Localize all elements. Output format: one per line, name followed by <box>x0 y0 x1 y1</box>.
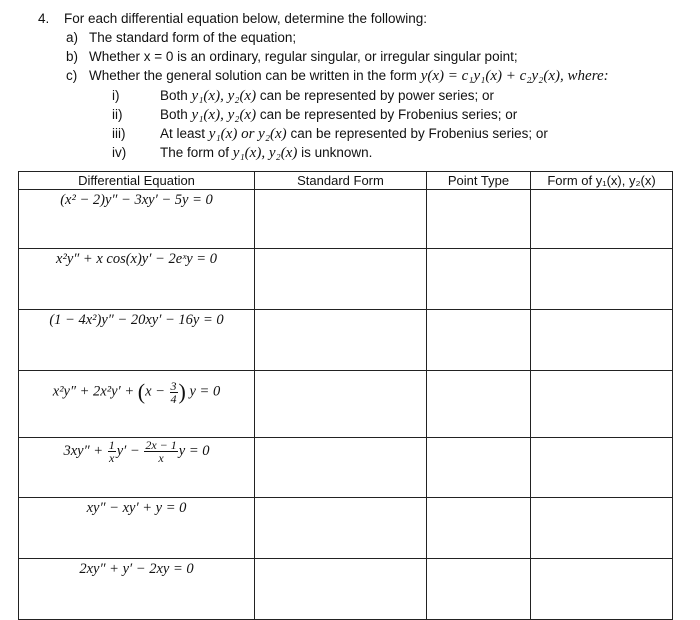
header-solution-form <box>531 172 673 190</box>
solution-form-cell-7[interactable] <box>531 559 673 620</box>
equation-4-fraction <box>170 380 178 405</box>
point-type-cell-4[interactable] <box>427 371 531 438</box>
table-row <box>19 559 673 620</box>
solution-form-cell-6[interactable] <box>531 498 673 559</box>
equation-6: xy″ − xy′ + y = 0 <box>19 498 255 559</box>
point-type-cell-5[interactable] <box>427 438 531 498</box>
equation-5-denominator-1: x <box>109 451 115 465</box>
equation-table <box>18 171 673 620</box>
question-number: 4. <box>38 11 50 26</box>
header-standard-form: Standard Form <box>255 172 427 190</box>
equation-4-paren-close: ) <box>178 379 186 404</box>
point-type-cell-6[interactable] <box>427 498 531 559</box>
equation-1: (x² − 2)y″ − 3xy′ − 5y = 0 <box>19 190 255 249</box>
subitem-i-pre: Both <box>160 88 188 103</box>
equation-5-prefix: 3xy″ + <box>63 442 107 459</box>
subitem-iv-text <box>160 143 372 163</box>
solution-form-cell-5[interactable] <box>531 438 673 498</box>
equation-4-prefix: x²y″ + 2x²y′ + <box>52 383 138 400</box>
subitem-ii-post: can be represented by Frobenius series; or <box>259 107 518 122</box>
point-type-cell-3[interactable] <box>427 310 531 371</box>
table-row <box>19 310 673 371</box>
equation-7: 2xy″ + y′ − 2xy = 0 <box>19 559 255 620</box>
standard-form-cell-1[interactable] <box>255 190 427 249</box>
subitem-ii-text <box>160 105 517 125</box>
subitem-i-text <box>160 86 494 106</box>
table-row <box>19 498 673 559</box>
subitem-ii-pre: Both <box>160 107 188 122</box>
solution-form-cell-3[interactable] <box>531 310 673 371</box>
table-row <box>19 190 673 249</box>
standard-form-cell-3[interactable] <box>255 310 427 371</box>
subitem-iv-pre: The form of <box>160 145 230 160</box>
subitem-iii-pre: At least <box>160 126 206 141</box>
subitem-i-label: i) <box>112 88 120 103</box>
item-c-text: Whether the general solution can be written in the form <box>89 68 417 83</box>
solution-form-cell-4[interactable] <box>531 371 673 438</box>
table-row <box>19 249 673 310</box>
equation-5-suffix: y = 0 <box>178 442 210 459</box>
equation-4-suffix: y = 0 <box>189 383 221 400</box>
equation-5-fraction-2 <box>144 439 177 464</box>
equation-2: x²y″ + x cos(x)y′ − 2eˣy = 0 <box>19 249 255 310</box>
item-b-text: Whether x = 0 is an ordinary, regular singular, or irregular singular point; <box>89 49 518 64</box>
subitem-ii-math: y₁(x), y₂(x) <box>191 107 257 123</box>
header-point-type: Point Type <box>427 172 531 190</box>
item-c-formula: y(x) = c₁y₁(x) + c₂y₂(x), where: <box>420 68 609 84</box>
standard-form-cell-5[interactable] <box>255 438 427 498</box>
subitem-iv-label: iv) <box>112 145 127 160</box>
solution-form-cell-2[interactable] <box>531 249 673 310</box>
equation-5-fraction-1 <box>108 439 116 464</box>
item-a-text: The standard form of the equation; <box>89 30 297 45</box>
subitem-i-post: can be represented by power series; or <box>259 88 494 103</box>
equation-5-numerator-1: 1 <box>108 438 115 452</box>
subitem-iii-post: can be represented by Frobenius series; or <box>290 126 548 141</box>
standard-form-cell-2[interactable] <box>255 249 427 310</box>
equation-4 <box>19 371 255 438</box>
header-solution-form-text: Form of y₁(x), y₂(x) <box>547 173 656 188</box>
equation-4-inner: x − <box>145 383 169 400</box>
subitem-iii-math: y₁(x) or y₂(x) <box>208 126 287 142</box>
point-type-cell-2[interactable] <box>427 249 531 310</box>
equation-5 <box>19 438 255 498</box>
subitem-i-math: y₁(x), y₂(x) <box>191 88 257 104</box>
standard-form-cell-4[interactable] <box>255 371 427 438</box>
item-b-label: b) <box>66 49 79 64</box>
table-row <box>19 438 673 498</box>
subitem-iv-post: is unknown. <box>301 145 373 160</box>
item-a-label: a) <box>66 30 79 45</box>
equation-5-numerator-2: 2x − 1 <box>145 438 177 452</box>
equation-4-numerator: 3 <box>170 378 177 393</box>
question-intro: For each differential equation below, determine the following: <box>64 11 427 26</box>
equation-3: (1 − 4x²)y″ − 20xy′ − 16y = 0 <box>19 310 255 371</box>
standard-form-cell-6[interactable] <box>255 498 427 559</box>
equation-5-mid: y′ − <box>116 442 144 459</box>
equation-4-paren-open: ( <box>137 379 146 404</box>
subitem-iii-label: iii) <box>112 126 126 141</box>
table-row <box>19 371 673 438</box>
item-c-line <box>89 66 609 86</box>
item-c-label: c) <box>66 68 78 83</box>
equation-5-denominator-2: x <box>158 451 164 465</box>
point-type-cell-7[interactable] <box>427 559 531 620</box>
subitem-ii-label: ii) <box>112 107 123 122</box>
standard-form-cell-7[interactable] <box>255 559 427 620</box>
header-differential-equation: Differential Equation <box>19 172 255 190</box>
subitem-iii-text <box>160 124 548 144</box>
solution-form-cell-1[interactable] <box>531 190 673 249</box>
subitem-iv-math: y₁(x), y₂(x) <box>232 145 298 161</box>
point-type-cell-1[interactable] <box>427 190 531 249</box>
table-header-row <box>19 172 673 190</box>
equation-4-denominator: 4 <box>170 391 177 406</box>
